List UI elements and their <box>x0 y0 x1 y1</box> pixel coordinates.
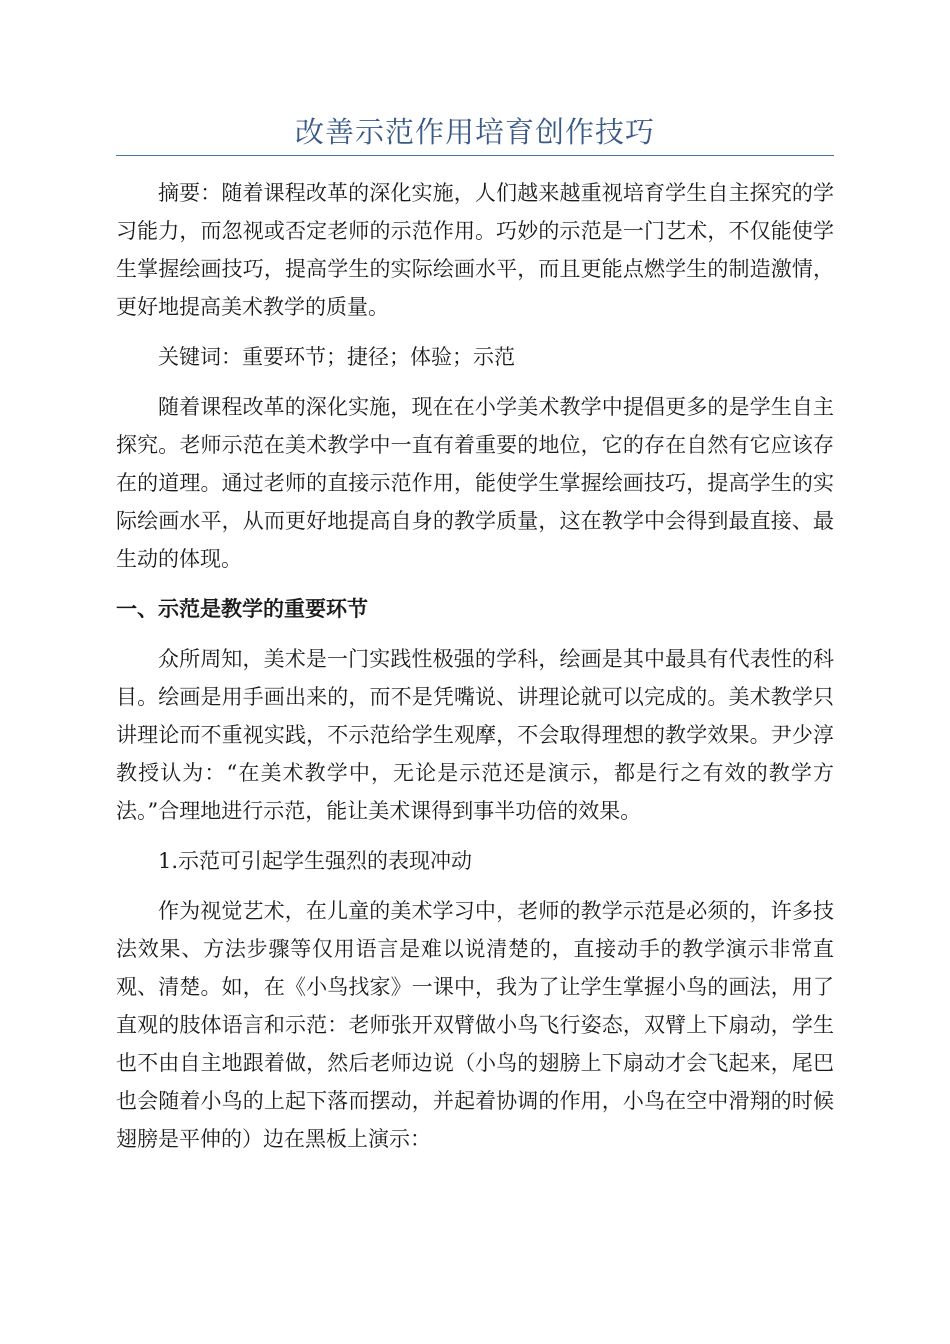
section-paragraph: 众所周知，美术是一门实践性极强的学科，绘画是其中最具有代表性的科目。绘画是用手画出来的，而不是凭嘴说、讲理论就可以完成的。美术教学只讲理论而不重视实践，不示范给学生观摩，不会取得理想的教学效果。尹少淳教授认为：“在美术教学中，无论是示范还是演示，都是行之有效的教学方法。”合理地进行示范，能让美术课得到事半功倍的效果。 <box>116 647 834 823</box>
document-title: 改善示范作用培育创作技巧 <box>294 115 655 149</box>
title-underline <box>116 155 834 156</box>
keywords-paragraph: 关键词：重要环节；捷径；体验；示范 <box>158 345 515 369</box>
section-heading: 一、示范是教学的重要环节 <box>116 597 368 621</box>
intro-paragraph: 随着课程改革的深化实施，现在在小学美术教学中提倡更多的是学生自主探究。老师示范在美术教学中一直有着重要的地位，它的存在自然有它应该存在的道理。通过老师的直接示范作用，能使学生掌握绘画技巧，提高学生的实际绘画水平，从而更好地提高自身的教学质量，这在教学中会得到最直接、最生动的体现。 <box>116 395 834 571</box>
subsection-heading: 1.示范可引起学生强烈的表现冲动 <box>158 849 473 873</box>
abstract-paragraph: 摘要：随着课程改革的深化实施，人们越来越重视培育学生自主探究的学习能力，而忽视或否定老师的示范作用。巧妙的示范是一门艺术，不仅能使学生掌握绘画技巧，提高学生的实际绘画水平，而且更能点燃学生的制造激情，更好地提高美术教学的质量。 <box>116 181 834 319</box>
subsection-paragraph: 作为视觉艺术，在儿童的美术学习中，老师的教学示范是必须的，许多技法效果、方法步骤等仅用语言是难以说清楚的，直接动手的教学演示非常直观、清楚。如，在《小鸟找家》一课中，我为了让学生掌握小鸟的画法，用了直观的肢体语言和示范：老师张开双臂做小鸟飞行姿态，双臂上下扇动，学生也不由自主地跟着做，然后老师边说（小鸟的翅膀上下扇动才会飞起来，尾巴也会随着小鸟的上起下落而摆动，并起着协调的作用，小鸟在空中滑翔的时候翅膀是平伸的）边在黑板上演示： <box>116 899 834 1151</box>
document-body <box>116 174 834 1170</box>
